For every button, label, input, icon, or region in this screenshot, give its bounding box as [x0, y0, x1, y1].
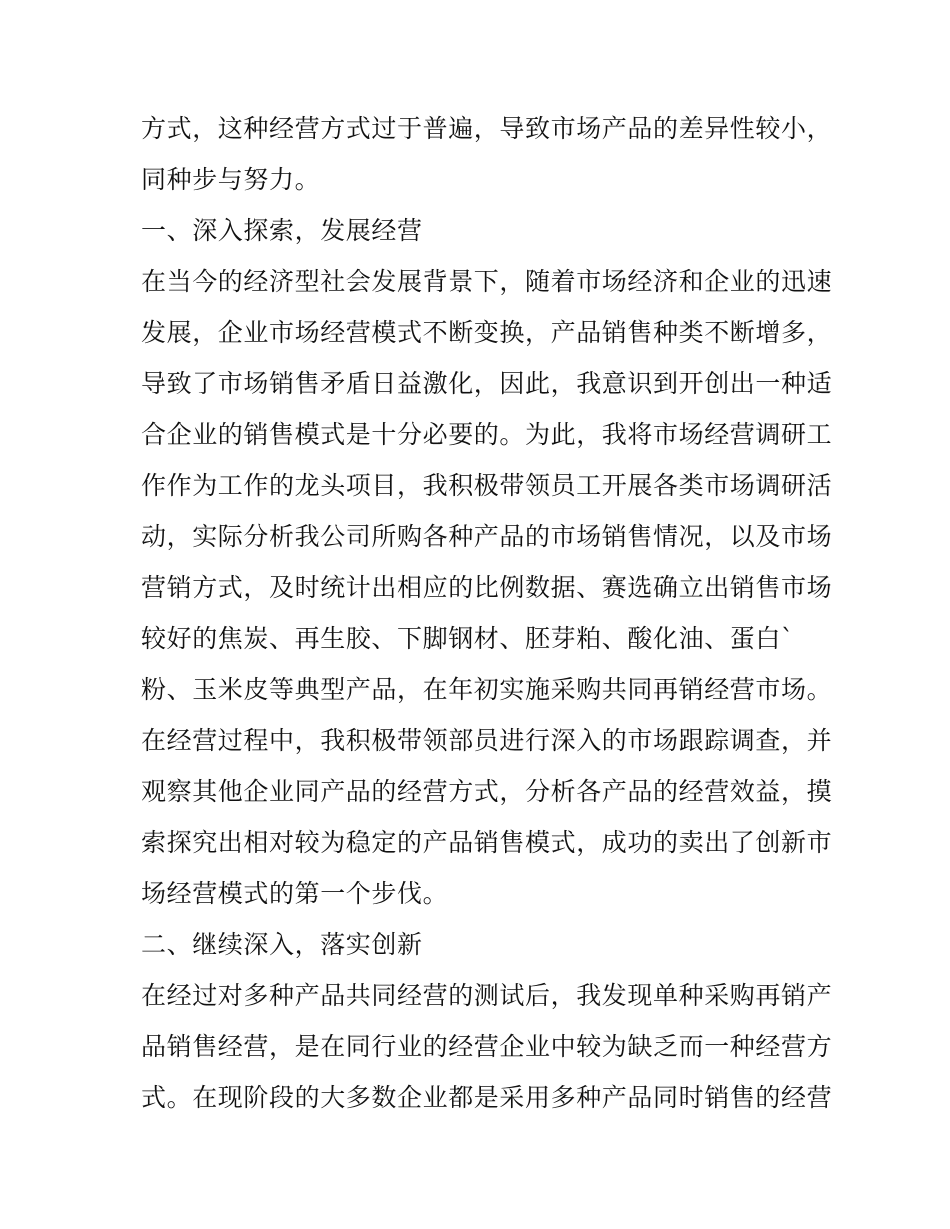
paragraph-line: 粉、玉米皮等典型产品，在年初实施采购共同再销经营市场。 — [141, 675, 833, 704]
paragraph-line: 较好的焦炭、再生胶、下脚钢材、胚芽粕、酸化油、蛋白` — [141, 624, 795, 653]
paragraph-line: 发展，企业市场经营模式不断变换，产品销售种类不断增多， — [141, 318, 833, 347]
paragraph-line: 索探究出相对较为稳定的产品销售模式，成功的卖出了创新市 — [141, 828, 833, 857]
paragraph-line: 作作为工作的龙头项目，我积极带领员工开展各类市场调研活 — [141, 471, 833, 500]
paragraph-line: 在当今的经济型社会发展背景下，随着市场经济和企业的迅速 — [141, 267, 833, 296]
paragraph-line: 动，实际分析我公司所购各种产品的市场销售情况，以及市场 — [141, 522, 833, 551]
document-body — [141, 103, 833, 1123]
paragraph-line: 导致了市场销售矛盾日益激化，因此，我意识到开创出一种适 — [141, 369, 833, 398]
paragraph-line: 式。在现阶段的大多数企业都是采用多种产品同时销售的经营 — [141, 1083, 833, 1112]
paragraph-line: 场经营模式的第一个步伐。 — [141, 879, 449, 908]
paragraph-line: 合企业的销售模式是十分必要的。为此，我将市场经营调研工 — [141, 420, 833, 449]
paragraph-line: 观察其他企业同产品的经营方式，分析各产品的经营效益，摸 — [141, 777, 833, 806]
section-heading-2: 二、继续深入，落实创新 — [141, 930, 423, 959]
paragraph-line: 在经过对多种产品共同经营的测试后，我发现单种采购再销产 — [141, 981, 833, 1010]
paragraph-line: 在经营过程中，我积极带领部员进行深入的市场跟踪调查，并 — [141, 726, 833, 755]
section-heading-1: 一、深入探索，发展经营 — [141, 216, 423, 245]
paragraph-line: 品销售经营，是在同行业的经营企业中较为缺乏而一种经营方 — [141, 1032, 833, 1061]
paragraph-line: 同种步与努力。 — [141, 165, 321, 194]
paragraph-line: 营销方式，及时统计出相应的比例数据、赛选确立出销售市场 — [141, 573, 833, 602]
paragraph-line: 方式，这种经营方式过于普遍，导致市场产品的差异性较小， — [141, 114, 833, 143]
